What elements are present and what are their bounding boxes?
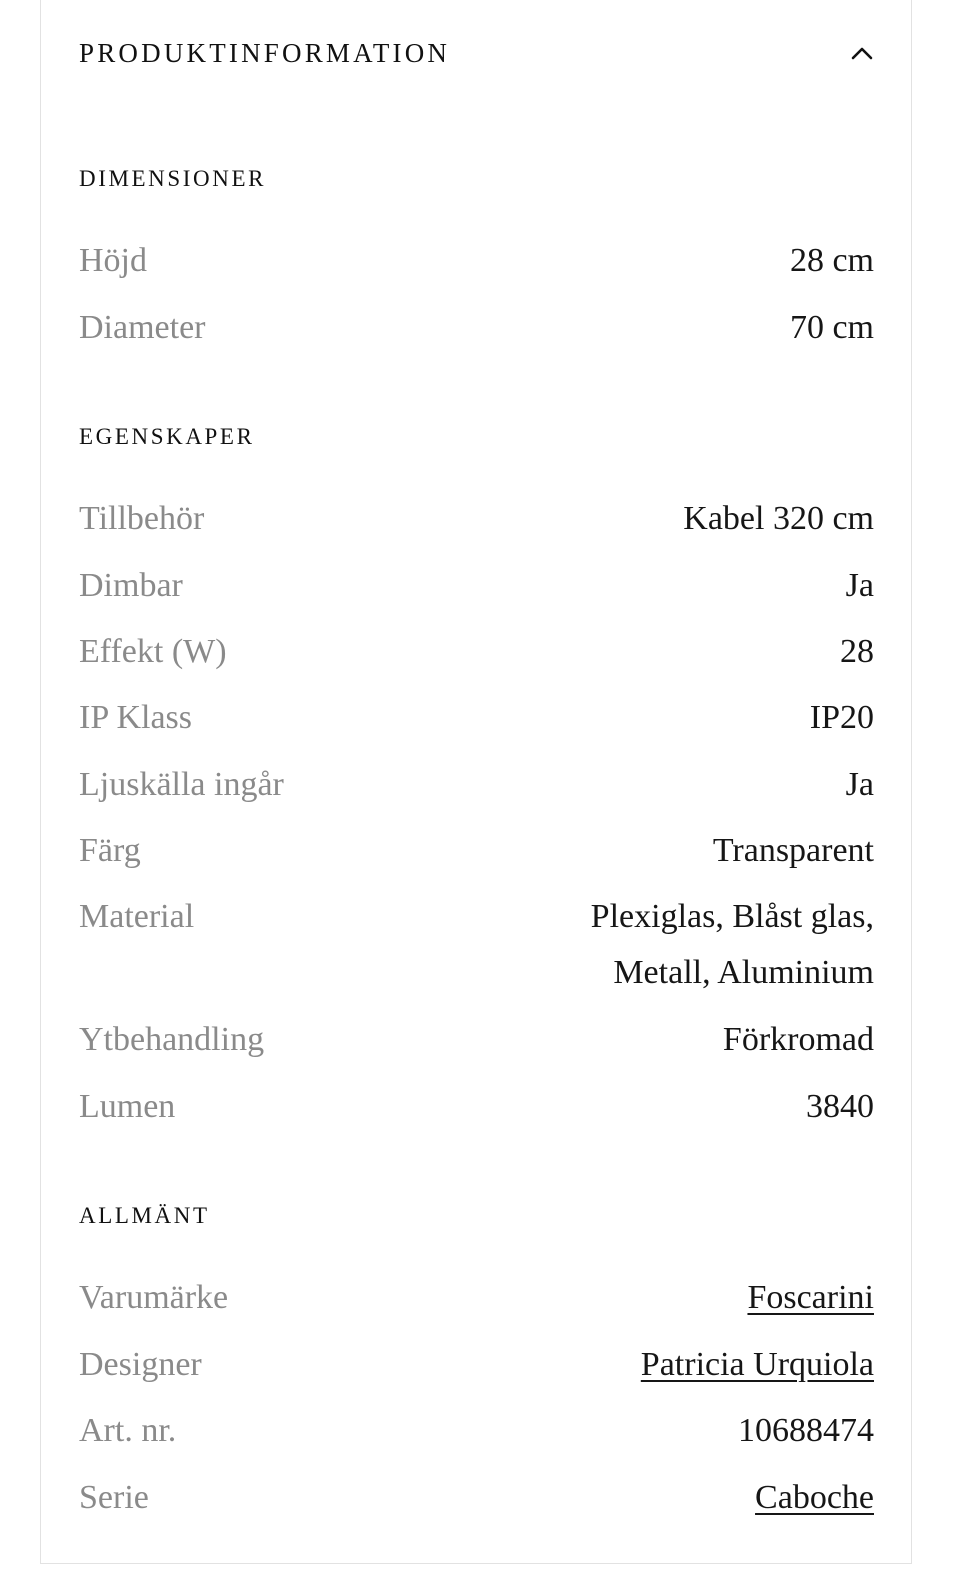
spec-label: Diameter — [79, 309, 206, 346]
spec-value-line: Metall, Aluminium — [613, 954, 874, 991]
spec-row-wattage — [79, 624, 874, 680]
spec-label: Designer — [79, 1346, 202, 1383]
spec-row-designer — [79, 1337, 874, 1393]
spec-label: Material — [79, 898, 195, 935]
accordion-title: PRODUKTINFORMATION — [79, 37, 451, 68]
spec-row-series — [79, 1470, 874, 1526]
spec-label: IP Klass — [79, 699, 193, 736]
section-title-general: ALLMÄNT — [79, 1203, 210, 1228]
spec-row-brand — [79, 1270, 874, 1326]
spec-value: Kabel 320 cm — [683, 500, 874, 537]
spec-value: Transparent — [712, 832, 874, 869]
section-title-properties: EGENSKAPER — [79, 424, 255, 449]
spec-row-height — [79, 233, 874, 289]
spec-row-material — [79, 889, 874, 1001]
spec-label: Färg — [79, 832, 141, 869]
section-title-dimensions: DIMENSIONER — [79, 166, 267, 191]
chevron-up-icon[interactable] — [850, 41, 874, 65]
spec-row-ip-class — [79, 690, 874, 746]
spec-value: Förkromad — [722, 1021, 874, 1058]
spec-label: Serie — [79, 1479, 149, 1516]
spec-row-dimmable — [79, 558, 874, 614]
spec-label: Ytbehandling — [79, 1021, 265, 1058]
spec-row-light-source-included — [79, 757, 874, 813]
spec-value: Ja — [845, 766, 874, 803]
spec-value: IP20 — [809, 699, 874, 736]
product-info-accordion-header[interactable] — [79, 30, 874, 76]
spec-row-finish — [79, 1012, 874, 1068]
spec-label: Art. nr. — [79, 1412, 177, 1449]
spec-label: Varumärke — [79, 1279, 229, 1316]
spec-label: Dimbar — [79, 567, 183, 604]
spec-row-article-number — [79, 1403, 874, 1459]
spec-row-diameter — [79, 300, 874, 356]
spec-row-lumen — [79, 1079, 874, 1135]
spec-label: Effekt (W) — [79, 633, 227, 670]
spec-label: Ljuskälla ingår — [79, 766, 284, 803]
spec-value-multiline — [591, 889, 874, 1001]
spec-value: 10688474 — [738, 1412, 874, 1449]
spec-value: 3840 — [806, 1088, 874, 1125]
spec-value-line: Plexiglas, Blåst glas, — [590, 898, 874, 935]
designer-link[interactable]: Patricia Urquiola — [640, 1346, 874, 1383]
spec-row-accessories — [79, 491, 874, 547]
spec-label: Lumen — [79, 1088, 176, 1125]
spec-label: Höjd — [79, 242, 147, 279]
spec-label: Tillbehör — [79, 500, 205, 537]
series-link[interactable]: Caboche — [755, 1479, 874, 1516]
spec-value: 28 cm — [789, 242, 874, 279]
spec-value: 70 cm — [789, 309, 874, 346]
spec-row-color — [79, 823, 874, 879]
spec-value: 28 — [840, 633, 874, 670]
spec-value: Ja — [845, 567, 874, 604]
brand-link[interactable]: Foscarini — [747, 1279, 874, 1316]
